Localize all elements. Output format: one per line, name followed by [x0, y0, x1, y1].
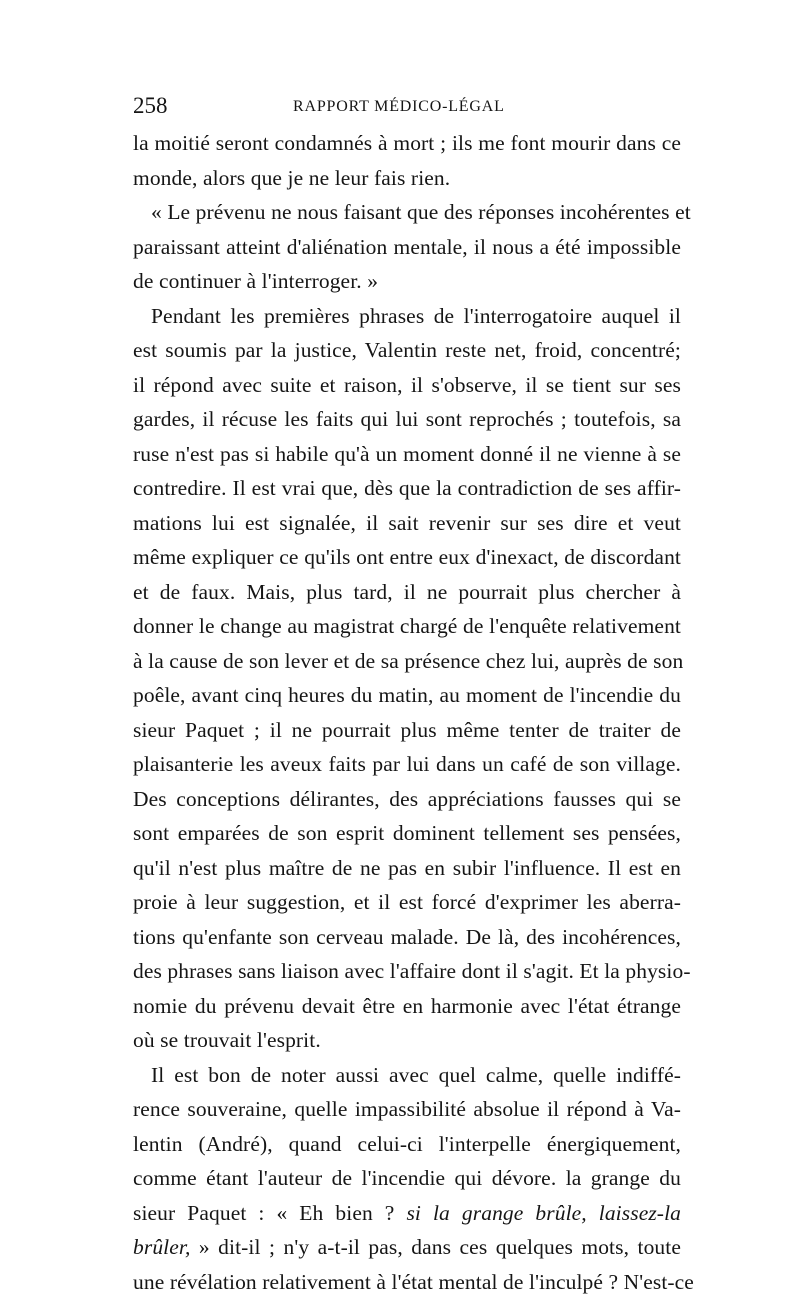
- page-number: 258: [133, 92, 168, 120]
- italic-quote: si la grange brûle, laissez-la: [406, 1201, 681, 1225]
- text-line: monde, alors que je ne leur fais rien.: [133, 161, 681, 196]
- running-head: [133, 92, 681, 120]
- text-line: Des conceptions délirantes, des appréciations fausses qui se: [133, 782, 681, 817]
- text-line: la moitié seront condamnés à mort ; ils me font mourir dans ce: [133, 126, 681, 161]
- text-line-mixed: [133, 1196, 681, 1231]
- text-line: même expliquer ce qu'ils ont entre eux d'inexact, de discordant: [133, 540, 681, 575]
- text-line: rence souveraine, quelle impassibilité absolue il répond à Va-: [133, 1092, 681, 1127]
- text-line: Pendant les premières phrases de l'interrogatoire auquel il: [133, 299, 681, 334]
- text-line: nomie du prévenu devait être en harmonie avec l'état étrange: [133, 989, 681, 1024]
- text-line: ruse n'est pas si habile qu'à un moment donné il ne vienne à se: [133, 437, 681, 472]
- text-line: il répond avec suite et raison, il s'observe, il se tient sur ses: [133, 368, 681, 403]
- text-line: Il est bon de noter aussi avec quel calme, quelle indiffé-: [133, 1058, 681, 1093]
- text-line: et de faux. Mais, plus tard, il ne pourrait plus chercher à: [133, 575, 681, 610]
- body-text: [133, 126, 681, 1299]
- running-title: RAPPORT MÉDICO-LÉGAL: [293, 95, 505, 119]
- text-line-mixed: [133, 1230, 681, 1265]
- text-line: gardes, il récuse les faits qui lui sont reprochés ; toutefois, sa: [133, 402, 681, 437]
- text-line: contredire. Il est vrai que, dès que la contradiction de ses affir-: [133, 471, 681, 506]
- text-line: comme étant l'auteur de l'incendie qui dévore. la grange du: [133, 1161, 681, 1196]
- text-line: des phrases sans liaison avec l'affaire dont il s'agit. Et la physio-: [133, 954, 681, 989]
- text-segment: sieur Paquet : « Eh bien ?: [133, 1201, 394, 1225]
- text-line: est soumis par la justice, Valentin reste net, froid, concentré;: [133, 333, 681, 368]
- text-line: sieur Paquet ; il ne pourrait plus même tenter de traiter de: [133, 713, 681, 748]
- text-line: donner le change au magistrat chargé de l'enquête relativement: [133, 609, 681, 644]
- text-line: de continuer à l'interroger. »: [133, 264, 681, 299]
- text-line: mations lui est signalée, il sait revenir sur ses dire et veut: [133, 506, 681, 541]
- text-line: une révélation relativement à l'état mental de l'inculpé ? N'est-ce: [133, 1265, 681, 1299]
- text-line: où se trouvait l'esprit.: [133, 1023, 681, 1058]
- text-segment: » dit-il ; n'y a-t-il pas, dans ces quelques mots, toute: [199, 1235, 681, 1259]
- text-line: tions qu'enfante son cerveau malade. De là, des incohérences,: [133, 920, 681, 955]
- text-line: plaisanterie les aveux faits par lui dans un café de son village.: [133, 747, 681, 782]
- text-line: lentin (André), quand celui-ci l'interpelle énergiquement,: [133, 1127, 681, 1162]
- text-line: poêle, avant cinq heures du matin, au moment de l'incendie du: [133, 678, 681, 713]
- text-line: sont emparées de son esprit dominent tellement ses pensées,: [133, 816, 681, 851]
- text-line: paraissant atteint d'aliénation mentale, il nous a été impossible: [133, 230, 681, 265]
- italic-quote: brûler,: [133, 1235, 190, 1259]
- text-line: proie à leur suggestion, et il est forcé d'exprimer les aberra-: [133, 885, 681, 920]
- text-line: à la cause de son lever et de sa présence chez lui, auprès de son: [133, 644, 681, 679]
- text-line: qu'il n'est plus maître de ne pas en subir l'influence. Il est en: [133, 851, 681, 886]
- text-line: « Le prévenu ne nous faisant que des réponses incohérentes et: [133, 195, 681, 230]
